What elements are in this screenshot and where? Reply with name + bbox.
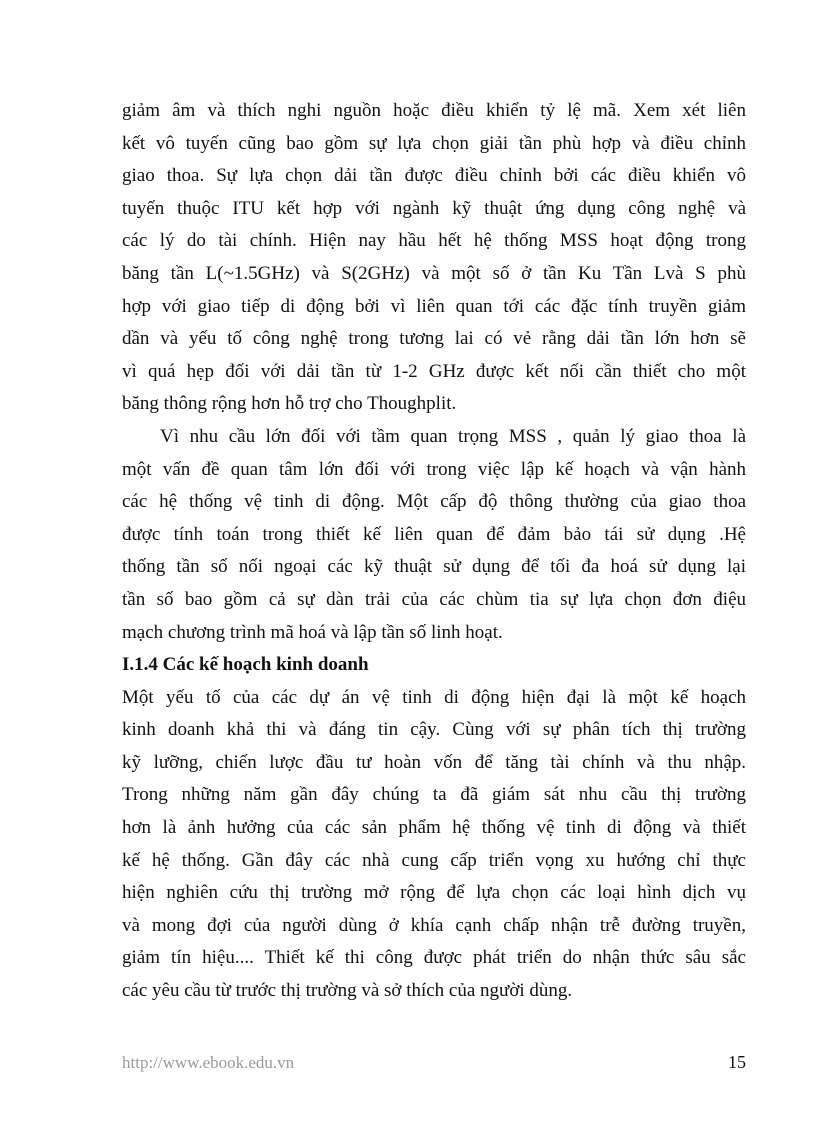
section-heading-business-plans bbox=[122, 649, 746, 682]
text-line: mạch chương trình mã hoá và lập tần số linh hoạt. bbox=[122, 621, 503, 643]
text-line: các yêu cầu từ trước thị trường và sở thích của người dùng. bbox=[122, 980, 573, 1002]
text-line: Vì nhu cầu lớn đối với tầm quan trọng MSS , quản lý giao thoa là bbox=[160, 425, 746, 447]
text-line: kế hệ thống. Gần đây các nhà cung cấp triển vọng xu hướng chỉ thực bbox=[122, 849, 746, 871]
text-line: kỹ lưỡng, chiến lược đầu tư hoàn vốn để tăng tài chính và thu nhập. bbox=[122, 751, 746, 773]
text-line: băng tần L(~1.5GHz) và S(2GHz) và một số ở tần Ku Tần Lvà S phù bbox=[122, 262, 746, 284]
page-content bbox=[122, 95, 746, 1008]
text-line: giao thoa. Sự lựa chọn dải tần được điều chỉnh bởi các điều khiển vô bbox=[122, 165, 746, 187]
footer-url[interactable]: http://www.ebook.edu.vn bbox=[122, 1053, 295, 1072]
text-line: giảm tín hiệu.... Thiết kế thi công được phát triển do nhận thức sâu sắc bbox=[122, 947, 746, 969]
text-line: được tính toán trong thiết kế liên quan để đảm bảo tái sử dụng .Hệ bbox=[122, 523, 746, 545]
paragraph-interference-management bbox=[122, 421, 746, 649]
text-line: các hệ thống vệ tinh di động. Một cấp độ thông thường của giao thoa bbox=[122, 491, 746, 513]
text-line: và mong đợi của người dùng ở khía cạnh chấp nhận trễ đường truyền, bbox=[122, 914, 746, 936]
section-heading: I.1.4 Các kế hoạch kinh doanh bbox=[122, 654, 369, 676]
text-line: tần số bao gồm cả sự dàn trải của các chùm tia sự lựa chọn đơn điệu bbox=[122, 588, 746, 610]
paragraph-business-plans bbox=[122, 682, 746, 1008]
text-line: hợp với giao tiếp di động bởi vì liên quan tới các đặc tính truyền giảm bbox=[122, 295, 746, 317]
page-number: 15 bbox=[728, 1052, 746, 1072]
text-line: Một yếu tố của các dự án vệ tinh di động hiện đại là một kế hoạch bbox=[122, 686, 746, 708]
text-line: các lý do tài chính. Hiện nay hầu hết hệ thống MSS hoạt động trong bbox=[122, 230, 746, 252]
text-line: băng thông rộng hơn hỗ trợ cho Thoughplit. bbox=[122, 393, 457, 415]
text-line: kết vô tuyến cũng bao gồm sự lựa chọn giải tần phù hợp và điều chỉnh bbox=[122, 132, 746, 154]
text-line: tuyến thuộc ITU kết hợp với ngành kỹ thuật ứng dụng công nghệ và bbox=[122, 197, 746, 219]
text-line: giảm âm và thích nghi nguồn hoặc điều khiển tỷ lệ mã. Xem xét liên bbox=[122, 100, 746, 121]
text-line: vì quá hẹp đối với dải tần từ 1-2 GHz được kết nối cần thiết cho một bbox=[122, 360, 746, 382]
text-line: kinh doanh khả thi và đáng tin cậy. Cùng với sự phân tích thị trường bbox=[122, 719, 746, 741]
text-line: dần và yếu tố công nghệ trong tương lai có vẻ rằng dải tần lớn hơn sẽ bbox=[122, 328, 746, 350]
text-line: hiện nghiên cứu thị trường mở rộng để lựa chọn các loại hình dịch vụ bbox=[122, 882, 746, 904]
text-line: thống tần số nối ngoại các kỹ thuật sử dụng để tối đa hoá sử dụng lại bbox=[122, 556, 746, 578]
paragraph-frequency-bands bbox=[122, 95, 746, 421]
text-line: hơn là ảnh hưởng của các sản phẩm hệ thống vệ tinh di động và thiết bbox=[122, 817, 746, 839]
text-line: Trong những năm gần đây chúng ta đã giám sát nhu cầu thị trường bbox=[122, 784, 746, 806]
text-line: một vấn đề quan tâm lớn đối với trong việc lập kế hoạch và vận hành bbox=[122, 458, 746, 480]
